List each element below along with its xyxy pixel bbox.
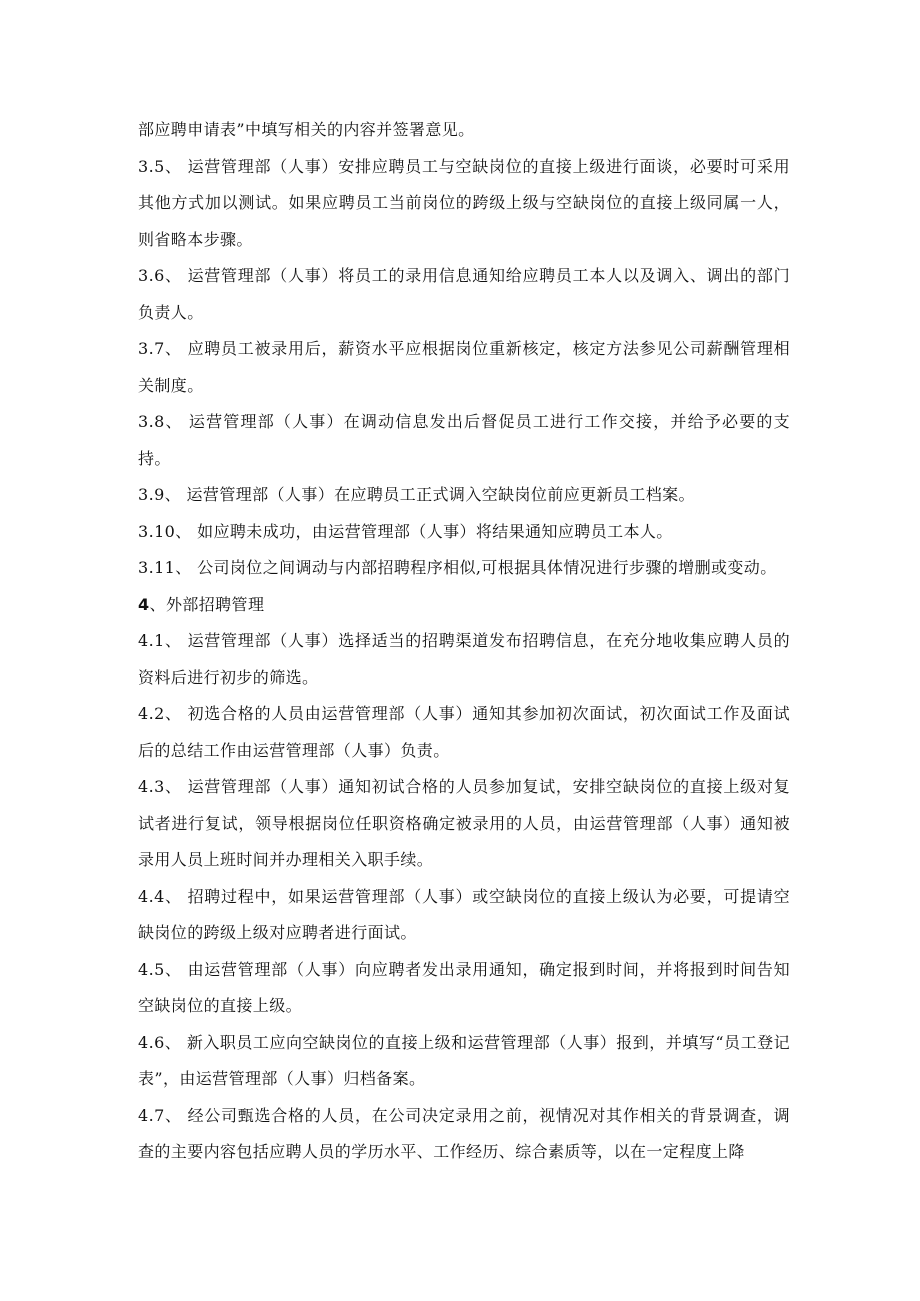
document-body [138, 112, 790, 1171]
paragraph-3-10: 3.10、 如应聘未成功，由运营管理部（人事）将结果通知应聘员工本人。 [138, 521, 673, 541]
paragraph-4-1: 4.1、 运营管理部（人事）选择适当的招聘渠道发布招聘信息，在充分地收集应聘人员的资料后进行初步的筛选。 [138, 631, 790, 687]
paragraph-3-5: 3.5、 运营管理部（人事）安排应聘员工与空缺岗位的直接上级进行面谈，必要时可采用其他方式加以测试。如果应聘员工当前岗位的跨级上级与空缺岗位的直接上级同属一人，则省略本步骤。 [138, 156, 790, 249]
section-heading-number: 4 [138, 594, 150, 614]
paragraph-3-7: 3.7、 应聘员工被录用后，薪资水平应根据岗位重新核定，核定方法参见公司薪酬管理相关制度。 [138, 339, 790, 395]
paragraph-continuation: 部应聘申请表”中填写相关的内容并签署意见。 [138, 120, 475, 139]
paragraph-4-7: 4.7、 经公司甄选合格的人员，在公司决定录用之前，视情况对其作相关的背景调查，调查的主要内容包括应聘人员的学历水平、工作经历、综合素质等，以在一定程度上降 [138, 1105, 790, 1161]
paragraph-4-4: 4.4、 招聘过程中，如果运营管理部（人事）或空缺岗位的直接上级认为必要，可提请空缺岗位的跨级上级对应聘者进行面试。 [138, 886, 790, 942]
paragraph-4-6: 4.6、 新入职员工应向空缺岗位的直接上级和运营管理部（人事）报到，并填写“员工登记表”，由运营管理部（人事）归档备案。 [138, 1032, 790, 1088]
section-heading [138, 587, 790, 624]
paragraph-3-6: 3.6、 运营管理部（人事）将员工的录用信息通知给应聘员工本人以及调入、调出的部门负责人。 [138, 266, 790, 322]
paragraph-4-2: 4.2、 初选合格的人员由运营管理部（人事）通知其参加初次面试，初次面试工作及面试后的总结工作由运营管理部（人事）负责。 [138, 704, 790, 760]
paragraph-3-11: 3.11、 公司岗位之间调动与内部招聘程序相似,可根据具体情况进行步骤的增删或变动。 [138, 558, 777, 577]
section-heading-title: 、外部招聘管理 [149, 594, 265, 614]
paragraph-4-3: 4.3、 运营管理部（人事）通知初试合格的人员参加复试，安排空缺岗位的直接上级对复试者进行复试，领导根据岗位任职资格确定被录用的人员，由运营管理部（人事）通知被录用人员上班时间并办理相关入职手续。 [138, 777, 790, 869]
paragraph-4-5: 4.5、 由运营管理部（人事）向应聘者发出录用通知，确定报到时间，并将报到时间告知空缺岗位的直接上级。 [138, 959, 790, 1015]
paragraph-3-9: 3.9、 运营管理部（人事）在应聘员工正式调入空缺岗位前应更新员工档案。 [138, 485, 695, 504]
paragraph-3-8: 3.8、 运营管理部（人事）在调动信息发出后督促员工进行工作交接，并给予必要的支持。 [138, 412, 790, 468]
